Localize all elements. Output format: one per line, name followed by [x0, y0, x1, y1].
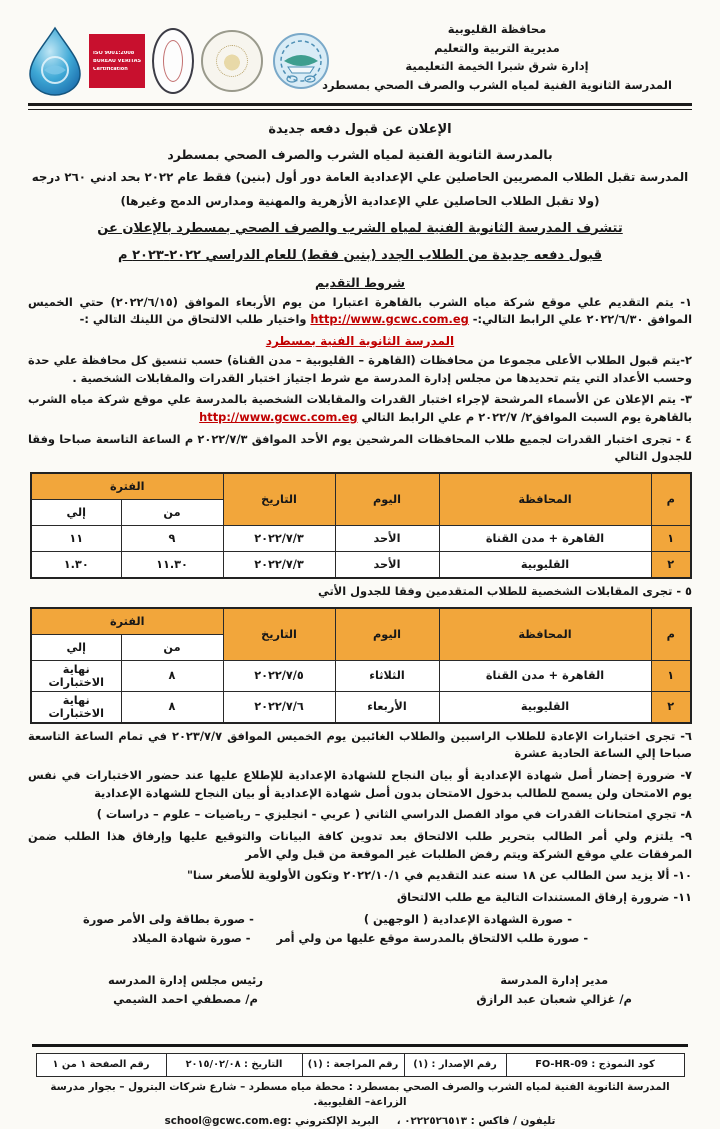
table-row	[31, 691, 691, 723]
condition-1-text-after: واختيار طلب الالتحاق من اللينك التالي :-	[79, 312, 307, 327]
note-item-7: ٧- ضرورة إحضار أصل شهادة الإعدادية أو بيان النجاح للشهادة الإعدادية للإطلاع عليها عند حضور الاختبارات في نفس يوم الامتحان ولن يسمح للطالب بدخول الامتحان بدون أصل شهادة الإعدادية أو بيان النجاح للشهادة الإعدادية	[28, 767, 692, 800]
condition-item-4: ٤ - تجرى اختبار القدرات لجميع طلاب المحافظات المرشحين يوم الأحد الموافق ٢٠٢٢/٧/٣ م الساعة التاسعة صباحا وفقا للجدول التالي	[28, 431, 692, 464]
revision-number-cell: رقم المراجعة : (١)	[302, 1053, 404, 1076]
t2-col-day: اليوم	[335, 608, 439, 661]
logo-strip	[28, 14, 296, 96]
t1-r2-date: ٢٠٢٢/٧/٣	[223, 551, 335, 578]
table-row	[31, 525, 691, 551]
t1-r1-to: ١١	[31, 525, 121, 551]
form-code-cell: كود النموذج : FO-HR-09	[506, 1053, 684, 1076]
t2-r1-day: الثلاثاء	[335, 660, 439, 691]
stamp-inner-emblem	[216, 45, 248, 77]
t1-col-period: الفترة	[31, 473, 223, 500]
t2-r2-number: ٢	[651, 691, 691, 723]
announcement-title: الإعلان عن قبول دفعه جديدة	[268, 122, 452, 137]
t1-r2-to: ١.٣٠	[31, 551, 121, 578]
gcwc-website-link-2[interactable]: http://www.gcwc.com.eg	[199, 409, 358, 424]
t2-r1-date: ٢٠٢٢/٧/٥	[223, 660, 335, 691]
documents-row-2	[28, 931, 692, 945]
school-address-line: المدرسة الثانوية الفنية لمياه الشرب والصرف الصحي بمسطرد : محطة مياه مسطرد – شارع شركات البترول – بجوار مدرسة الزراعة– القليوبية.	[50, 1080, 670, 1109]
signature-left-title: رئيس مجلس إدارة المدرسه	[108, 972, 263, 987]
administration-line: إدارة شرق شبرا الخيمة التعليمية	[405, 59, 589, 74]
signature-right-title: مدير إدارة المدرسة	[500, 972, 609, 987]
t1-r2-number: ٢	[651, 551, 691, 578]
signature-block	[28, 945, 692, 1010]
table-row	[31, 660, 691, 691]
t2-r2-day: الأربعاء	[335, 691, 439, 723]
t1-r1-date: ٢٠٢٢/٧/٣	[223, 525, 335, 551]
bv-cert-text: Certification	[93, 66, 128, 72]
school-apply-link[interactable]: المدرسة الثانوية الفنية بمسطرد	[265, 333, 455, 348]
note-item-11: ١١- ضرورة إرفاق المستندات التالية مع طلب الالتحاق	[396, 889, 692, 904]
interview-schedule-table	[30, 607, 692, 724]
contact-line	[28, 1114, 692, 1129]
page-number-cell: رقم الصفحة ١ من ١	[36, 1053, 166, 1076]
t2-col-period: الفترة	[31, 608, 223, 635]
intro-line-2: (ولا تقبل الطلاب الحاصلين علي الإعدادية الأزهرية والمهنية ومدارس الدمج وغيرها)	[120, 194, 600, 209]
gcwc-website-link-1[interactable]: http://www.gcwc.com.eg	[310, 312, 469, 327]
document-item-birth-certificate-copy: - صورة شهادة الميلاد	[131, 930, 251, 945]
document-item-guardian-id-copy: - صورة بطاقة ولى الأمر صورة	[83, 911, 254, 926]
oval-seal-inner-mark	[163, 40, 183, 82]
note-item-8: ٨- تجري امتحانات القدرات في مواد الفصل الدراسي الثاني ( عربي - انجليزي – رياضيات – علوم – دراسات )	[96, 807, 692, 822]
t1-r1-from: ٩	[121, 525, 223, 551]
t1-col-to: إلي	[31, 499, 121, 525]
letterhead-text	[302, 14, 692, 95]
t2-r1-from: ٨	[121, 660, 223, 691]
note-item-9: ٩- يلتزم ولي أمر الطالب بتحرير طلب الالتحاق بعد تدوين كافة البيانات والتوقيع عليها وإرفاق هذا الطلب ضمن المرفقات علي موقع الشركة ويتم رفض الطلبات غير الموقعة من قبل ولي الأمر	[28, 828, 692, 861]
conditions-heading: شروط التقديم	[315, 274, 405, 290]
issue-number-cell: رقم الإصدار : (١)	[404, 1053, 506, 1076]
phone-fax-label: تليفون / فاكس : ٠٢٢٢٥٢٦٥١٣ ،	[396, 1114, 556, 1127]
t2-r1-governorate: القاهرة + مدن القناة	[439, 660, 651, 691]
note-item-6: ٦- تجرى اختبارات الإعادة للطلاب الراسبين والطلاب الغائبين يوم الخميس الموافق ٢٠٢٣/٧/٧ في تمام الساعة التاسعة صباحا إلي الساعة الحادية عشرة	[28, 728, 692, 761]
school-email-link[interactable]: school@gcwc.com.eg	[164, 1114, 288, 1127]
water-company-drop-logo	[28, 26, 82, 96]
t1-col-date: التاريخ	[223, 473, 335, 526]
t1-r2-from: ١١.٣٠	[121, 551, 223, 578]
t2-r2-governorate: القليوبية	[439, 691, 651, 723]
bureau-veritas-logo	[89, 34, 145, 88]
t2-r2-from: ٨	[121, 691, 223, 723]
school-name-line: المدرسة الثانوية الفنية لمياه الشرب والصرف الصحي بمسطرد	[322, 77, 672, 92]
announce-line-2: قبول دفعه جديدة من الطلاب الجدد (بنين فقط) للعام الدراسي ٢٠٢٢-٢٠٢٣ م	[118, 248, 602, 264]
school-emblem	[270, 31, 332, 91]
education-administration-stamp	[201, 30, 263, 92]
t1-r1-day: الأحد	[335, 525, 439, 551]
letterhead	[28, 14, 692, 96]
t1-col-governorate: المحافظة	[439, 473, 651, 526]
form-date-cell: التاريخ : ٢٠١٥/٠٢/٠٨	[166, 1053, 302, 1076]
bv-iso-text: ISO 9001:2008	[93, 50, 135, 56]
t2-r2-date: ٢٠٢٢/٧/٦	[223, 691, 335, 723]
header-divider	[28, 103, 692, 110]
condition-item-5: ٥ - تجرى المقابلات الشخصية للطلاب المتقدمين وفقا للجدول الأتي	[317, 583, 692, 598]
aptitude-test-schedule-table	[30, 472, 692, 579]
t1-r1-number: ١	[651, 525, 691, 551]
condition-item-2: ٢-يتم قبول الطلاب الأعلى مجموعا من محافظات (القاهرة – القليوبية – مدن القناة) حسب تنسيق كل محافظة علي حدة وحسب الأعداد التي يتم تحديدها من مجلس إدارة المدرسة مع شرط اجتياز اختبار القدرات والمقابلات الشخصية .	[28, 352, 692, 385]
t1-col-day: اليوم	[335, 473, 439, 526]
signature-right-name: م/ غزالي شعبان عبد الرازق	[476, 992, 632, 1007]
intro-line-1: المدرسة تقبل الطلاب المصريين الحاصلين علي الإعدادية العامة دور أول (بنين) فقط عام ٢٠٢٢ بحد ادني ٢٦٠ درجه	[31, 170, 689, 184]
condition-item-3	[28, 391, 692, 426]
table-row	[31, 551, 691, 578]
t2-col-governorate: المحافظة	[439, 608, 651, 661]
signature-school-director	[476, 971, 632, 1010]
t2-r2-to: نهاية الاختبارات	[31, 691, 121, 723]
condition-3-text: ٣- يتم الإعلان عن الأسماء المرشحة لإجراء اختبار القدرات والمقابلات الشخصية بالمدرسة علي موقع شركة مياه الشرب بالقاهرة يوم السبت الموافق٢/ ٢٠٢٢/٧ م علي الرابط التالي	[28, 392, 692, 424]
t2-col-date: التاريخ	[223, 608, 335, 661]
t2-col-number: م	[651, 608, 691, 661]
t1-col-number: م	[651, 473, 691, 526]
t1-r2-day: الأحد	[335, 551, 439, 578]
t2-col-from: من	[121, 634, 223, 660]
footer-divider	[32, 1044, 688, 1047]
t2-r1-to: نهاية الاختبارات	[31, 660, 121, 691]
t1-r2-governorate: القليوبية	[439, 551, 651, 578]
t2-r1-number: ١	[651, 660, 691, 691]
condition-item-1	[28, 294, 692, 329]
announcement-subtitle: بالمدرسة الثانوية الفنية لمياه الشرب والصرف الصحي بمسطرد	[167, 147, 553, 162]
document-item-certificate-copy: - صورة الشهادة الإعدادية ( الوجهين )	[363, 911, 572, 926]
announce-line-1: تتشرف المدرسة الثانوية الفنية لمياه الشرب والصرف الصحي بمسطرد بالإعلان عن	[97, 220, 623, 236]
document-item-application-copy: - صورة طلب الالتحاق بالمدرسة موقع عليها من ولي أمر	[276, 930, 589, 945]
directorate-line: مديرية التربية والتعليم	[434, 40, 560, 55]
condition-1-text-before: ١- يتم التقديم علي موقع شركة مياه الشرب بالقاهرة اعتبارا من يوم الأربعاء الموافق (٢٠٢٢/٦/١٥) حتي الخميس الموافق ٢٠٢٢/٦/٣٠ علي الرابط التالي:-	[28, 294, 692, 327]
t1-r1-governorate: القاهرة + مدن القناة	[439, 525, 651, 551]
email-label: البريد الإلكتروني :	[287, 1114, 379, 1127]
form-metadata-table	[36, 1053, 685, 1077]
t1-col-from: من	[121, 499, 223, 525]
signature-left-name: م/ مصطفي احمد الشيمي	[113, 992, 258, 1007]
note-item-10: ١٠- ألا يزيد سن الطالب عن ١٨ سنه عند التقديم في ٢٠٢٢/١٠/١ وتكون الأولوية للأصغر سنا"	[186, 868, 692, 883]
governorate-line: محافظة القليوبية	[447, 22, 547, 36]
oval-certification-seal	[152, 28, 194, 94]
t2-col-to: إلي	[31, 634, 121, 660]
documents-row-1	[28, 912, 692, 926]
bv-name-text: BUREAU VERITAS	[93, 58, 141, 64]
signature-board-chairman	[108, 971, 263, 1010]
